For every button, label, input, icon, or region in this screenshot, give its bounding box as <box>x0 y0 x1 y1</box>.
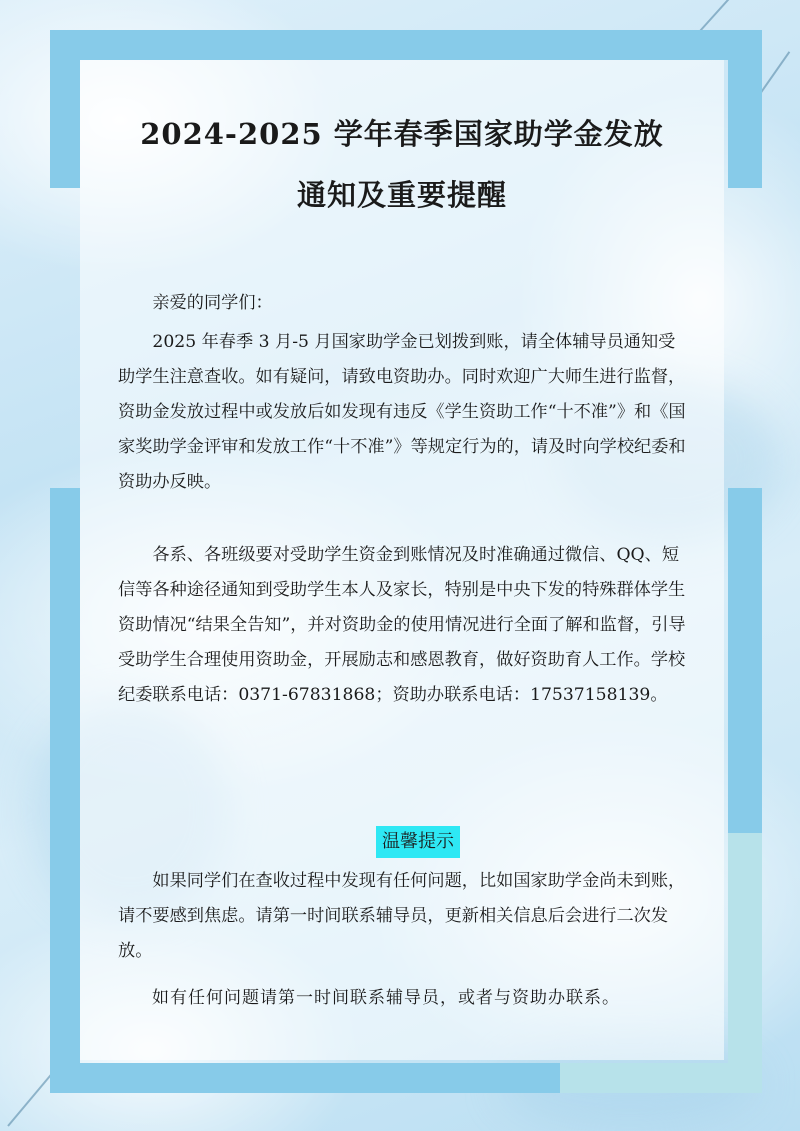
frame-bar-top <box>50 30 762 60</box>
frame-bar-bottom <box>50 1063 560 1093</box>
frame-bar-left-lower <box>50 488 80 1093</box>
decorative-diagonal-line <box>699 0 747 32</box>
page-title-line-2: 通知及重要提醒 <box>296 178 507 212</box>
tip-closing: 如有任何问题请第一时间联系辅导员，或者与资助办联系。 <box>152 988 620 1008</box>
frame-bar-right-bottom <box>728 833 762 1093</box>
page-title-line-1: 2024-2025 学年春季国家助学金发放 <box>140 117 664 151</box>
frame-bar-right-upper <box>728 30 762 188</box>
frame-bar-bottom-right <box>560 1063 762 1093</box>
tip-heading: 温馨提示 <box>376 826 460 858</box>
decorative-diagonal-line <box>7 1072 54 1127</box>
frame-bar-left-upper <box>50 30 80 188</box>
frame-bar-right-lower <box>728 488 762 833</box>
paragraph-class-notification: 各系、各班级要对受助学生资金到账情况及时准确通过微信、QQ、短信等各种途径通知到受助学生本人及家长，特别是中央下发的特殊群体学生资助情况“结果全告知”，并对资助金的使用情况进行全面了解和监督，引导受助学生合理使用资助金，开展励志和感恩教育，做好资助育人工作。学校纪委联系电话：0371-67831868；资助办联系电话：17537158139。 <box>118 545 686 705</box>
tip-paragraph: 如果同学们在查收过程中发现有任何问题，比如国家助学金尚未到账，请不要感到焦虑。请第一时间联系辅导员，更新相关信息后会进行二次发放。 <box>118 871 686 961</box>
paragraph-payment-notice: 2025 年春季 3 月-5 月国家助学金已划拨到账，请全体辅导员通知受助学生注意查收。如有疑问，请致电资助办。同时欢迎广大师生进行监督，资助金发放过程中或发放后如发现有违反《学生资助工作“十不准”》和《国家奖助学金评审和发放工作“十不准”》等规定行为的，请及时向学校纪委和资助办反映。 <box>118 332 686 492</box>
greeting: 亲爱的同学们： <box>152 293 273 313</box>
